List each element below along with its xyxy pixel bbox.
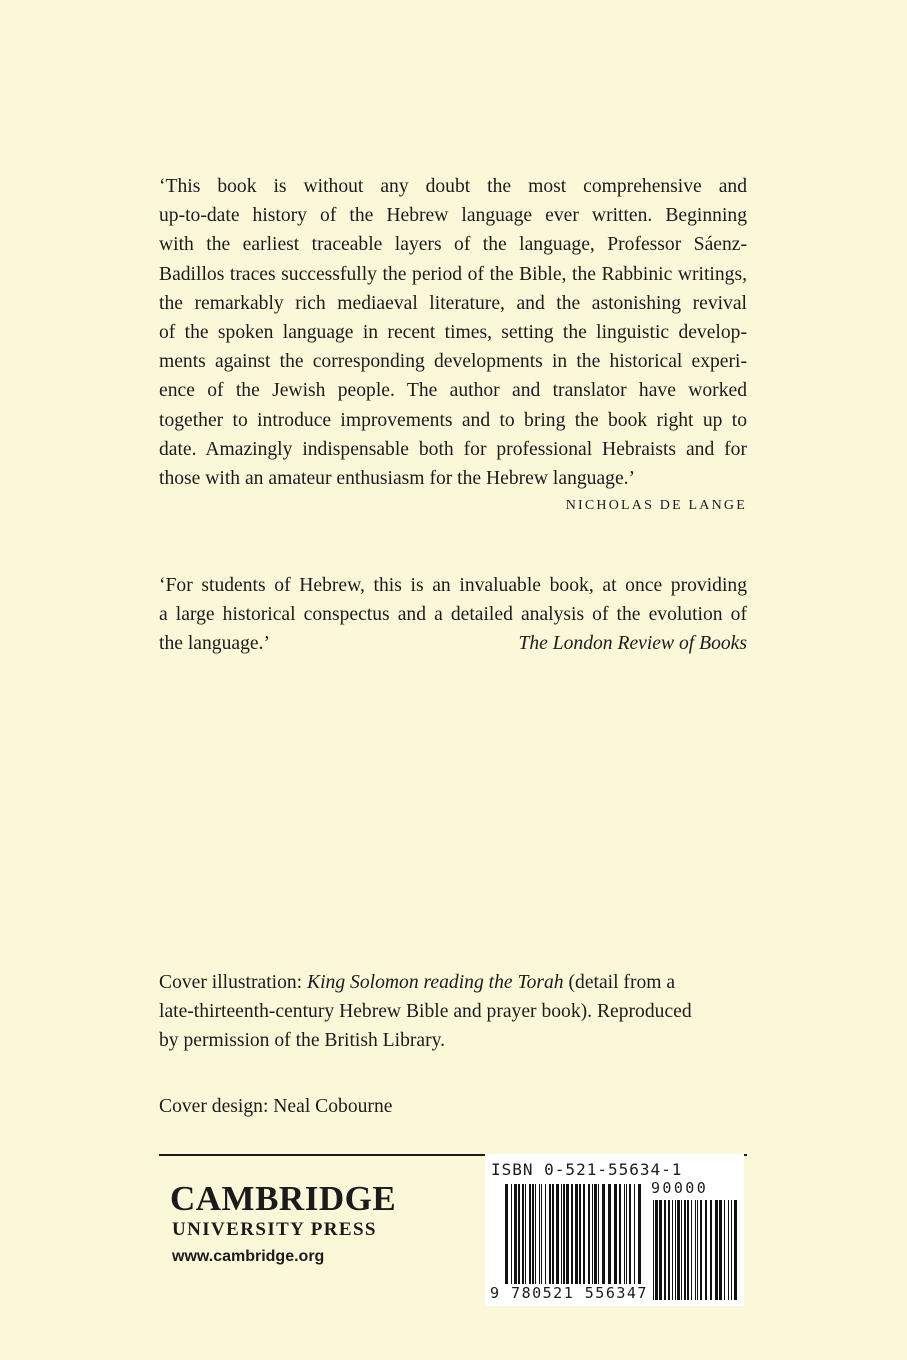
barcode-bar xyxy=(728,1200,729,1300)
barcode-bar xyxy=(638,1184,641,1300)
barcode-bar xyxy=(655,1200,658,1300)
barcode-bar xyxy=(556,1184,559,1300)
publisher-press: UNIVERSITY PRESS xyxy=(172,1219,377,1240)
barcode-bar xyxy=(541,1184,542,1300)
barcode-bar xyxy=(687,1200,689,1300)
quote-line: a large historical conspectus and a detailed analysis of the evolution of xyxy=(159,604,747,626)
barcode-bar xyxy=(705,1200,707,1300)
barcode-bar xyxy=(518,1184,520,1300)
publisher-name: CAMBRIDGE xyxy=(170,1179,397,1218)
quote-line: the language.’ xyxy=(159,633,270,655)
quote-last-row xyxy=(159,629,747,658)
barcode-bar xyxy=(539,1184,540,1300)
isbn-number: ISBN 0-521-55634-1 xyxy=(491,1160,683,1179)
quote-line: Badillos traces successfully the period of the Bible, the Rabbinic writings, xyxy=(159,263,747,285)
quote-line: those with an amateur enthusiasm for the Hebrew language.’ xyxy=(159,468,636,490)
barcode-bar xyxy=(691,1200,692,1300)
quote-line: together to introduce improvements and to bring the book right up to xyxy=(159,409,747,431)
addon-bars xyxy=(653,1200,737,1300)
quote-line: with the earliest traceable layers of the language, Professor Sáenz- xyxy=(159,234,747,256)
barcode-bar xyxy=(532,1184,534,1300)
barcode-bar xyxy=(583,1184,585,1300)
barcode-bar xyxy=(545,1184,546,1300)
barcode-bar xyxy=(561,1184,562,1300)
barcode-bar xyxy=(664,1200,666,1300)
price-code: 90000 xyxy=(651,1179,709,1197)
quote-line: date. Amazingly indispensable both for professional Hebraists and for xyxy=(159,438,747,460)
barcode-bar xyxy=(514,1184,517,1300)
barcode-bar xyxy=(529,1184,531,1300)
barcode-bar xyxy=(626,1184,627,1300)
barcode-bar xyxy=(511,1184,512,1300)
barcode-bar xyxy=(535,1184,536,1300)
barcode-bar xyxy=(588,1184,590,1300)
review-quote-london-review xyxy=(159,571,747,659)
isbn-barcode xyxy=(485,1154,744,1306)
barcode-bar xyxy=(566,1184,569,1300)
credit-prefix: Cover illustration: xyxy=(159,972,308,993)
publisher-logo xyxy=(170,1180,396,1266)
barcode-bar xyxy=(598,1184,599,1300)
barcode-bar xyxy=(700,1200,702,1300)
barcode-bar xyxy=(549,1184,551,1300)
barcode-bar xyxy=(563,1184,565,1300)
barcode-bar xyxy=(522,1184,524,1300)
barcode-bar xyxy=(614,1184,617,1300)
barcode-bar xyxy=(675,1200,676,1300)
quote-source: The London Review of Books xyxy=(518,633,747,655)
illustration-title: King Solomon reading the Torah xyxy=(307,972,564,993)
barcode-bar xyxy=(634,1184,635,1300)
review-quote-de-lange xyxy=(159,172,747,520)
barcode-bar xyxy=(731,1200,732,1300)
barcode-bar xyxy=(629,1184,631,1300)
barcode-bar xyxy=(579,1184,581,1300)
ean-bars xyxy=(505,1184,641,1300)
barcode-bar xyxy=(602,1184,605,1300)
barcode-bar xyxy=(672,1200,673,1300)
credit-line xyxy=(159,968,747,997)
barcode-bar xyxy=(552,1184,554,1300)
barcode-bar xyxy=(571,1184,573,1300)
barcode-bar xyxy=(659,1200,662,1300)
barcode-bar xyxy=(592,1184,593,1300)
barcode-bar xyxy=(619,1184,621,1300)
barcode-bar xyxy=(608,1184,611,1300)
quote-line: up-to-date history of the Hebrew language ever written. Beginning xyxy=(159,205,747,227)
quote-line: ence of the Jewish people. The author and translator have worked xyxy=(159,380,747,402)
barcode-bar xyxy=(719,1200,722,1300)
barcode-bar xyxy=(715,1200,718,1300)
barcode-bar xyxy=(724,1200,725,1300)
quote-line: ments against the corresponding developments in the historical experi- xyxy=(159,351,747,373)
barcode-bar xyxy=(697,1200,698,1300)
barcode-bar xyxy=(594,1184,597,1300)
quote-line: of the spoken language in recent times, setting the linguistic develop- xyxy=(159,322,747,344)
barcode-bar xyxy=(575,1184,578,1300)
barcode-bar xyxy=(653,1200,654,1300)
barcode-bar xyxy=(677,1200,680,1300)
cover-illustration-credit xyxy=(159,968,747,1056)
barcode-bar xyxy=(624,1184,625,1300)
barcode-bar xyxy=(695,1200,696,1300)
barcode-bar xyxy=(525,1184,526,1300)
barcode-bar xyxy=(710,1200,712,1300)
quote-attribution: NICHOLAS DE LANGE xyxy=(565,498,747,514)
publisher-url[interactable]: www.cambridge.org xyxy=(172,1248,325,1265)
credit-line: late-thirteenth-century Hebrew Bible and prayer book). Reproduced xyxy=(159,1001,692,1023)
ean-number: 9 780521 556347 xyxy=(490,1284,648,1302)
credit-line: by permission of the British Library. xyxy=(159,1030,446,1052)
barcode-bar xyxy=(668,1200,670,1300)
quote-line: ‘For students of Hebrew, this is an invaluable book, at once providing xyxy=(159,575,747,596)
barcode-bar xyxy=(734,1200,737,1300)
cover-design-credit: Cover design: Neal Cobourne xyxy=(159,1096,393,1117)
quote-line: ‘This book is without any doubt the most comprehensive and xyxy=(159,176,747,197)
quote-line: the remarkably rich mediaeval literature, and the astonishing revival xyxy=(159,292,747,314)
credit-line-rest: (detail from a xyxy=(563,972,676,993)
barcode-bar xyxy=(684,1200,686,1300)
barcode-bar xyxy=(681,1200,682,1300)
barcode-bar xyxy=(505,1184,508,1300)
